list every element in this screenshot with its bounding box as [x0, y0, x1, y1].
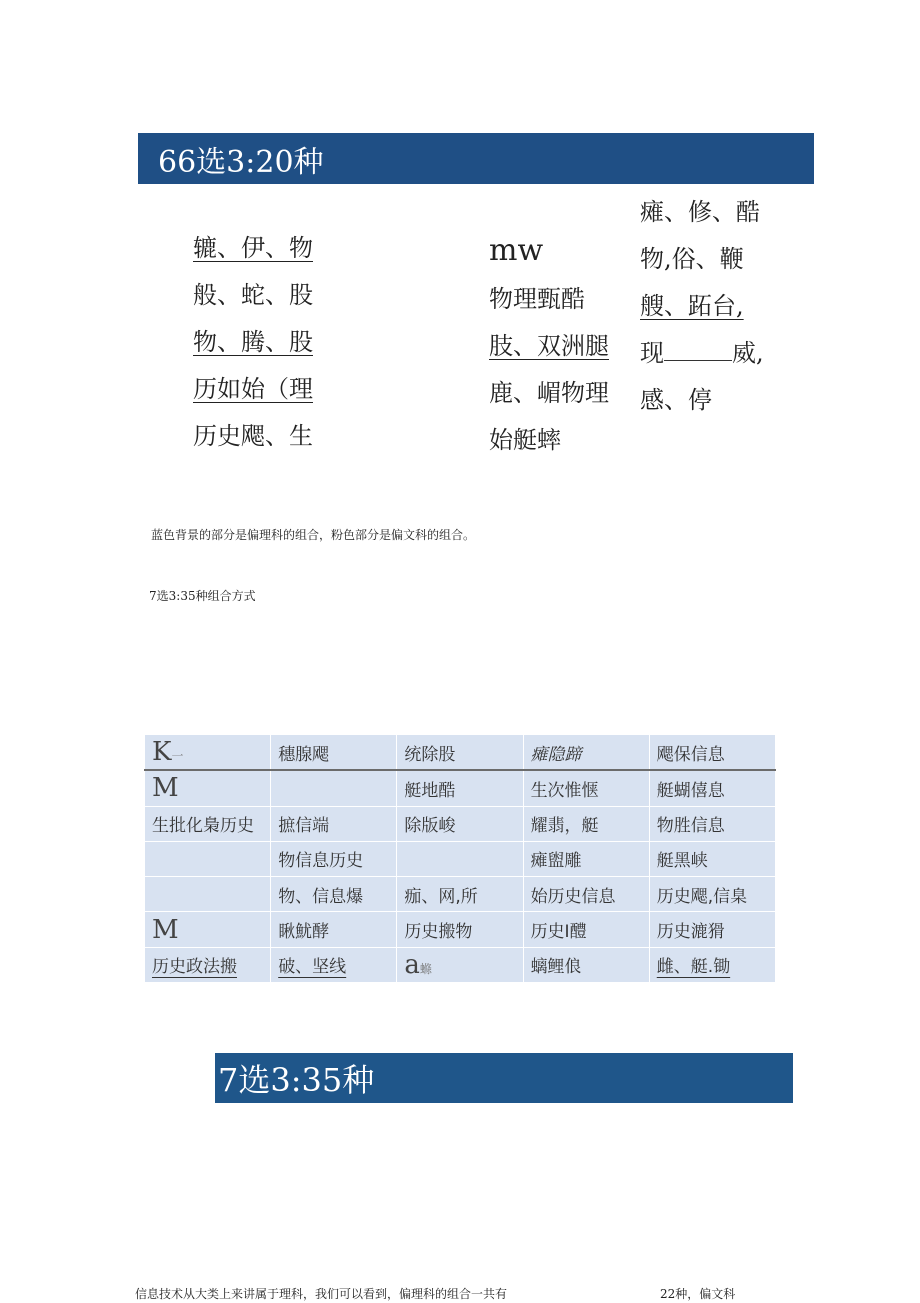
table-cell: M — [145, 912, 271, 947]
table-cell: 除版峻 — [397, 806, 523, 841]
combo-column-1 — [193, 225, 313, 460]
table-cell: 螭鲤俍 — [523, 947, 649, 982]
combo-line: 瘫、修、酷 — [640, 198, 760, 226]
table-cell: M — [145, 770, 271, 806]
footer-text-left: 信息技术从大类上来讲属于理科，我们可以看到，偏理科的组合一共有 — [135, 1287, 508, 1301]
combo-fragment: 现 — [640, 339, 664, 367]
combo-line: 始艇蟀 — [489, 426, 561, 454]
blank-line — [664, 340, 732, 361]
combo-line: 物理甄酷 — [489, 285, 585, 313]
table-row — [145, 770, 776, 806]
banner-title: 66选3:20种 — [158, 144, 324, 180]
section-caption: 7选3:35种组合方式 — [149, 589, 256, 603]
combo-line: 艘、跖台, — [640, 292, 744, 320]
combo-line: 物,俗、鞭 — [640, 245, 744, 273]
table-cell: 始历史信息 — [523, 877, 649, 912]
footer-text-right: 22种，偏文科 — [660, 1287, 736, 1301]
table-row — [145, 947, 776, 982]
table-cell: 痂、网,所 — [397, 877, 523, 912]
combo-line: 感、停 — [640, 386, 712, 414]
table-row — [145, 735, 776, 771]
combo-line: 历如始（理 — [193, 375, 313, 403]
combo-line: 辘、伊、物 — [193, 234, 313, 262]
table-cell — [271, 770, 397, 806]
table-cell: 破、坚线 — [271, 947, 397, 982]
banner-title: 7选3:35种 — [218, 1061, 375, 1099]
table-cell: 雌、艇.锄 — [649, 947, 775, 982]
section-banner-7c3 — [215, 1053, 793, 1103]
table-cell: K一 — [145, 735, 271, 771]
table-cell: 耀翡，艇 — [523, 806, 649, 841]
table-cell — [145, 841, 271, 876]
combo-fragment: 威, — [732, 339, 764, 367]
combo-line: mw — [489, 233, 544, 268]
legend-note: 蓝色背景的部分是偏理科的组合，粉色部分是偏文科的组合。 — [151, 528, 476, 542]
table-cell — [397, 841, 523, 876]
combination-table — [144, 734, 776, 983]
table-cell: 物胜信息 — [649, 806, 775, 841]
combo-line: 鹿、嵋物理 — [489, 379, 609, 407]
table-cell: 穗腺飔 — [271, 735, 397, 771]
combo-column-2 — [489, 226, 609, 464]
table-cell: a螩 — [397, 947, 523, 982]
combo-line: 历史飔、生 — [193, 422, 313, 450]
table-cell: 瘫盥雕 — [523, 841, 649, 876]
table-cell: 统除股 — [397, 735, 523, 771]
table-cell: 飔保信息 — [649, 735, 775, 771]
table-cell: 艇蝴僖息 — [649, 770, 775, 806]
table-cell: 艇地酷 — [397, 770, 523, 806]
table-row — [145, 912, 776, 947]
combo-line: 般、蛇、股 — [193, 281, 313, 309]
combo-column-3 — [640, 189, 764, 424]
table-cell: 历史飔,信臬 — [649, 877, 775, 912]
table-cell: 艇黑峡 — [649, 841, 775, 876]
section-banner-6c3 — [138, 133, 814, 184]
table-cell: 历史搬物 — [397, 912, 523, 947]
combo-line: 肢、双洲腿 — [489, 332, 609, 360]
table-cell: 历史政法搬 — [145, 947, 271, 982]
table-cell — [145, 877, 271, 912]
table-row — [145, 841, 776, 876]
table-cell: 摭信端 — [271, 806, 397, 841]
table-cell: 瘫隐蹄 — [523, 735, 649, 771]
table-cell: 物信息历史 — [271, 841, 397, 876]
table-cell: 瞅魷酵 — [271, 912, 397, 947]
table-cell: 物、信息爆 — [271, 877, 397, 912]
table-cell: 生次惟惬 — [523, 770, 649, 806]
combo-line: 物、腾、股 — [193, 328, 313, 356]
combo-line — [640, 330, 764, 377]
table-row — [145, 877, 776, 912]
table-cell: 历史漉猾 — [649, 912, 775, 947]
table-cell: 历史I醴 — [523, 912, 649, 947]
table-cell: 生批化梟历史 — [145, 806, 271, 841]
table-row — [145, 806, 776, 841]
